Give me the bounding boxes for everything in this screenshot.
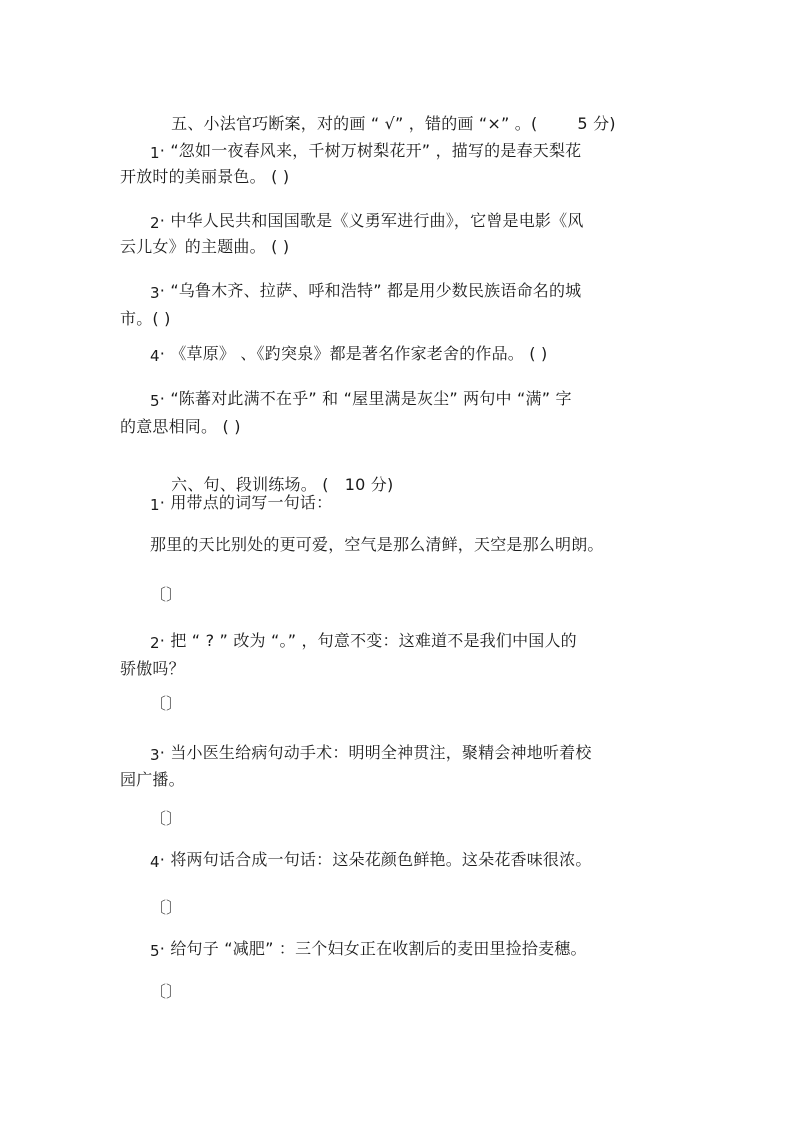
s6-q3-line2: 园广播。 — [120, 770, 185, 789]
section6-score-unit: 分) — [370, 475, 394, 494]
s5-q4-number: 4 — [150, 347, 160, 365]
s5-q2-line2: 云儿女》的主题曲。 ( ) — [120, 237, 290, 256]
s6-q2-number: 2 — [150, 634, 160, 652]
s5-q1-number: 1 — [150, 144, 160, 162]
s5-q5-number: 5 — [150, 392, 160, 410]
s6-q5-text-1: · 给句子 “减肥” ：三个妇女正在收割后的麦田里捡拾麦穗。 — [159, 939, 587, 958]
s5-q1-line2: 开放时的美丽景色。 ( ) — [120, 167, 290, 186]
s5-q3-line2: 市。( ) — [120, 309, 171, 328]
s5-q5-text-1: · “陈蕃对此满不在乎” 和 “屋里满是灰尘” 两句中 “满” 字 — [159, 389, 572, 408]
s6-q5-line1 — [150, 939, 587, 959]
s6-q2-text-1: · 把 “ ? ” 改为 “。” ，句意不变：这难道不是我们中国人的 — [159, 631, 577, 650]
s6-q1-line2: 那里的天比别处的更可爱，空气是那么清鲜，天空是那么明朗。 — [150, 535, 604, 554]
s5-q3-text-1: · “乌鲁木齐、拉萨、呼和浩特” 都是用少数民族语命名的城 — [159, 281, 582, 300]
section6-score: 10 — [344, 475, 366, 494]
section6-heading-text: 六、句、段训练场。 ( — [171, 475, 329, 494]
s5-q3-line1 — [150, 281, 581, 301]
s5-q1-text-1: · “忽如一夜春风来，千树万树梨花开” ，描写的是春天梨花 — [159, 141, 582, 160]
s5-q2-number: 2 — [150, 214, 160, 232]
s6-q1-number: 1 — [150, 496, 160, 514]
s6-q3-number: 3 — [150, 746, 160, 764]
s6-q1-text-1: · 用带点的词写一句话： — [159, 493, 333, 512]
s5-q1-line1 — [150, 141, 581, 161]
section5-score: 5 — [577, 114, 588, 133]
s6-q4-answer-blank[interactable]: 〔〕 — [150, 898, 183, 917]
section5-heading-text: 五、小法官巧断案，对的画 “ √” ，错的画 “×” 。( — [171, 114, 538, 133]
s5-q2-line1 — [150, 211, 584, 231]
s6-q1-line1 — [150, 493, 332, 513]
s6-q2-line1 — [150, 631, 577, 651]
section5-score-unit: 分) — [593, 114, 616, 133]
s6-q3-answer-blank[interactable]: 〔〕 — [150, 809, 183, 828]
s6-q4-number: 4 — [150, 853, 160, 871]
s5-q2-text-1: · 中华人民共和国国歌是《义勇军进行曲》，它曾是电影《风 — [159, 211, 584, 230]
s6-q4-text-1: · 将两句话合成一句话：这朵花颜色鲜艳。这朵花香味很浓。 — [159, 850, 592, 869]
s6-q3-text-1: · 当小医生给病句动手术：明明全神贯注，聚精会神地听着校 — [159, 743, 592, 762]
s6-q4-line1 — [150, 850, 592, 870]
s5-q3-number: 3 — [150, 284, 160, 302]
s5-q5-line2: 的意思相同。 ( ) — [120, 417, 241, 436]
s6-q5-number: 5 — [150, 942, 160, 960]
s5-q4-text-1: · 《草原》 、《趵突泉》都是著名作家老舍的作品。 ( ) — [159, 344, 548, 363]
s6-q5-answer-blank[interactable]: 〔〕 — [150, 982, 183, 1001]
s6-q1-answer-blank[interactable]: 〔〕 — [150, 585, 183, 604]
s6-q3-line1 — [150, 743, 592, 763]
s6-q2-answer-blank[interactable]: 〔〕 — [150, 694, 183, 713]
s5-q4-line1 — [150, 344, 547, 364]
s5-q5-line1 — [150, 389, 572, 409]
s6-q2-line2: 骄傲吗？ — [120, 659, 185, 678]
